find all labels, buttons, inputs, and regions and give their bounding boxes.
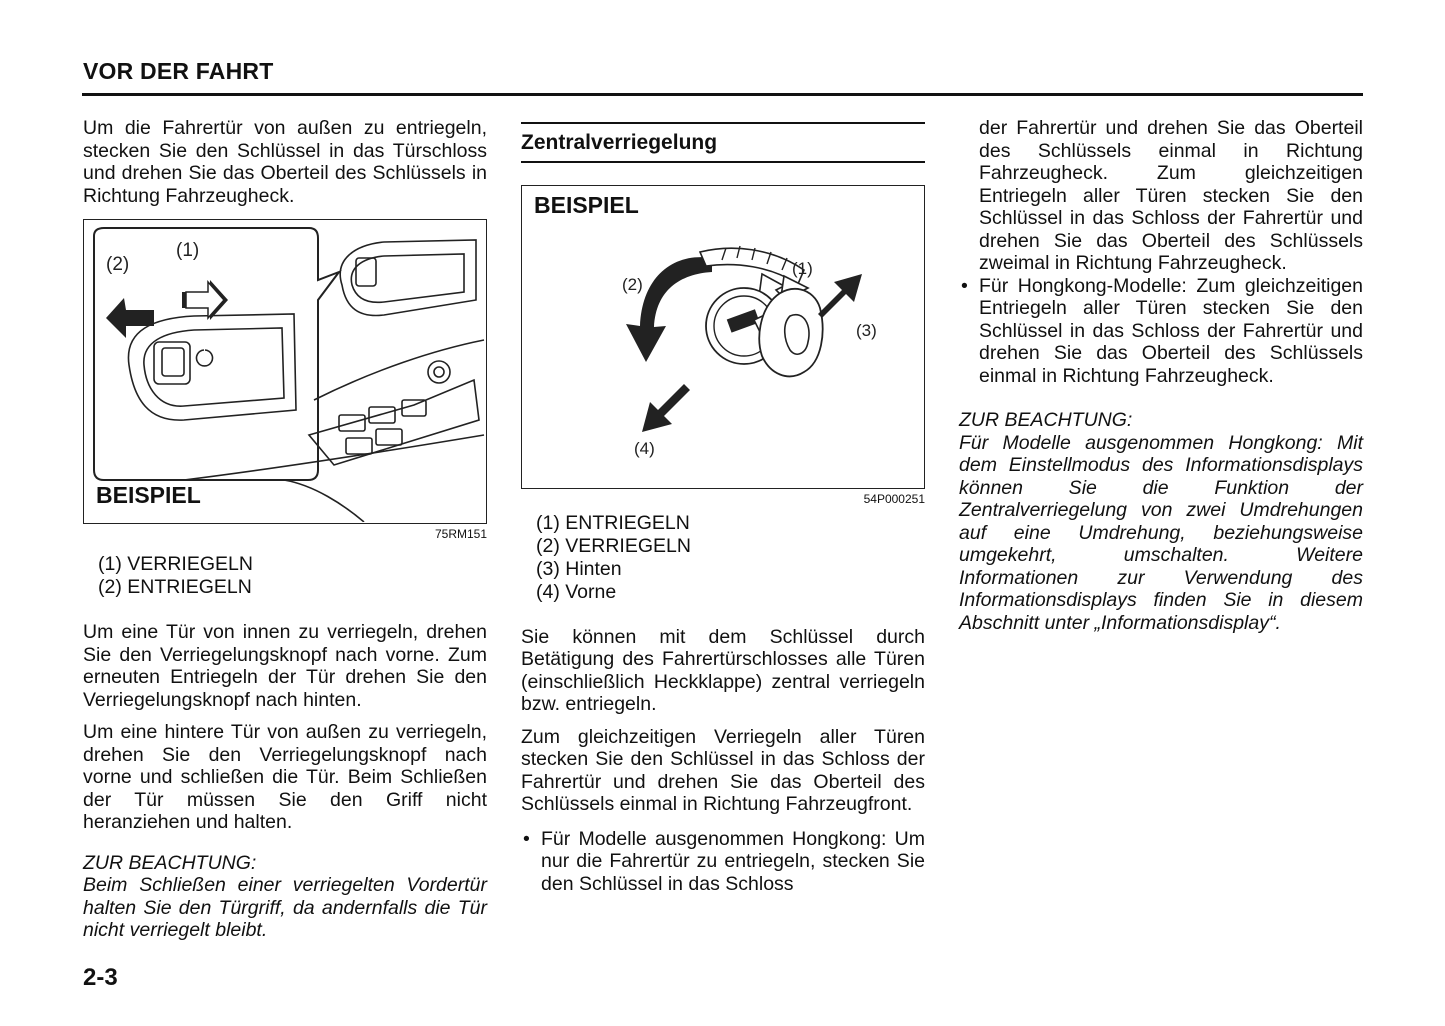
body-paragraph: Zum gleichzeitigen Verriegeln aller Türen stecken Sie den Schlüssel in das Schloss der Fahrertür und drehen Sie das Oberteil des Schlüssels einmal in Richtung Fahrzeugfront.: [521, 725, 925, 815]
legend-item: (3) Hinten: [536, 557, 622, 580]
legend-item: (2) ENTRIEGELN: [98, 576, 252, 598]
key-rotation-illustration: [522, 186, 923, 487]
legend-item: (1) ENTRIEGELN: [536, 511, 690, 534]
callout-1: (1): [176, 240, 200, 261]
legend-item: (4) Vorne: [536, 580, 617, 603]
figure-code: 75RM151: [434, 527, 487, 541]
note-title: ZUR BEACHTUNG:: [83, 851, 257, 874]
key-rotation-figure: [521, 185, 925, 489]
figure-legend: [536, 512, 925, 604]
header-rule: [82, 93, 1363, 96]
bullet-list: [521, 828, 925, 896]
note-text: Beim Schließen einer verriegelten Vordertür halten Sie den Türgriff, da andernfalls die Tür nicht verriegelt bleibt.: [83, 874, 487, 941]
callout-2: (2): [622, 274, 643, 294]
bullet-list: [959, 275, 1363, 388]
callout-2: (2): [106, 254, 130, 275]
callout-1: (1): [792, 258, 813, 278]
door-handle-figure: [83, 219, 487, 524]
column-right: [959, 117, 1363, 634]
bullet-item: • Für Modelle ausgenommen Hongkong: Um nur die Fahrertür zu entriegeln, stecken Sie den Schlüssel in das Schloss: [521, 828, 925, 896]
callout-4: (4): [634, 438, 655, 458]
column-middle: [521, 122, 925, 899]
column-left: [83, 117, 487, 942]
figure-example-label: BEISPIEL: [534, 191, 639, 218]
callout-3: (3): [856, 320, 877, 340]
figure-code: 54P000251: [863, 491, 925, 506]
section-rule: [521, 161, 925, 163]
intro-paragraph: Um die Fahrertür von außen zu entriegeln, stecken Sie den Schlüssel in das Türschloss und drehen Sie das Oberteil des Schlüssels in Richtung Fahrzeugheck.: [83, 117, 487, 207]
door-handle-illustration: [84, 220, 485, 522]
legend-item: (1) VERRIEGELN: [98, 553, 253, 575]
note-text: Für Modelle ausgenommen Hongkong: Mit dem Einstellmodus des Informationsdisplays können Sie die Funktion der Zentralverriegelung von zwei Umdrehungen auf eine Umdrehung, beziehungsweise umgekehrt, umschalten. Weitere Informationen zur Verwendung des Informationsdisplays finden Sie in diesem Abschnitt unter „Informationsdisplay“.: [959, 431, 1363, 634]
body-paragraph: Um eine Tür von innen zu verriegeln, drehen Sie den Verriegelungsknopf nach vorne. Zum erneuten Entriegeln der Tür drehen Sie den Verriegelungsknopf nach hinten.: [83, 621, 487, 711]
section-title: Zentralverriegelung: [521, 131, 718, 154]
legend-item: (2) VERRIEGELN: [536, 534, 691, 557]
figure-legend: [98, 553, 487, 599]
page-header-title: VOR DER FAHRT: [83, 58, 274, 84]
body-paragraph: Um eine hintere Tür von außen zu verriegeln, drehen Sie den Verriegelungsknopf nach vorne und schließen die Tür. Beim Schließen der Tür müssen Sie den Griff nicht heranziehen und halten.: [83, 721, 487, 833]
figure-example-label: BEISPIEL: [96, 482, 201, 508]
note-title: ZUR BEACHTUNG:: [959, 409, 1133, 431]
section-rule: [521, 122, 925, 124]
page-number: 2-3: [83, 964, 118, 991]
body-paragraph: Sie können mit dem Schlüssel durch Betätigung des Fahrertürschlosses alle Türen (einschließlich Heckklappe) zentral verriegeln bzw. entriegeln.: [521, 625, 925, 715]
continued-bullet-text: der Fahrertür und drehen Sie das Oberteil des Schlüssels einmal in Richtung Fahrzeugheck. Zum gleichzeitigen Entriegeln aller Türen stecken Sie den Schlüssel in das Schloss der Fahrertür und drehen Sie das Oberteil des Schlüssels zweimal in Richtung Fahrzeugheck.: [979, 117, 1363, 274]
bullet-item: • Für Hongkong-Modelle: Zum gleichzeitigen Entriegeln aller Türen stecken Sie den Schlüssel in das Schloss der Fahrertür und drehen Sie das Oberteil des Schlüssels einmal in Richtung Fahrzeugheck.: [959, 275, 1363, 388]
